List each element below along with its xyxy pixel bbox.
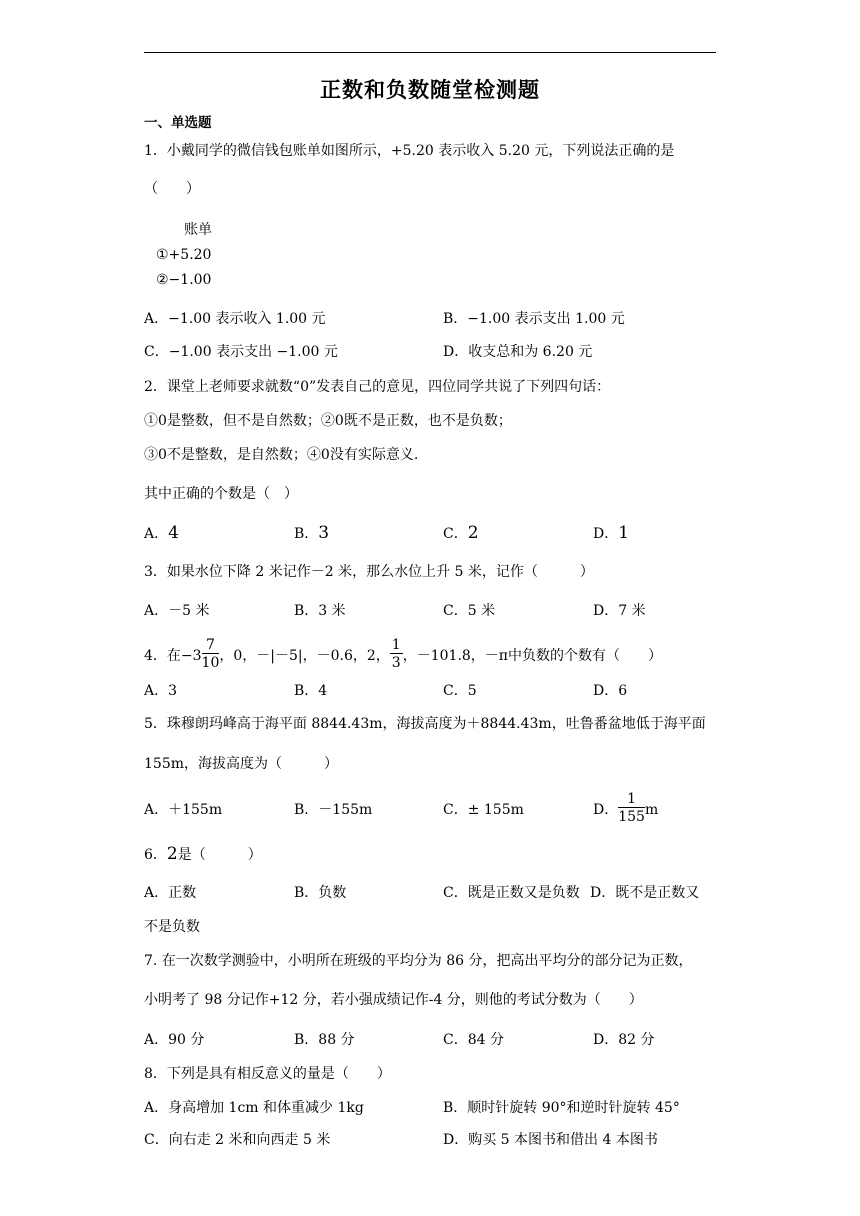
- q5-option-b[interactable]: B．－155m: [294, 802, 373, 818]
- q2-option-c[interactable]: [443, 524, 479, 543]
- q2-statement-3-4: ③0不是整数，是自然数；④0没有实际意义.: [144, 447, 419, 463]
- fraction-denominator: 3: [391, 654, 401, 671]
- q4-middle: ，0，－|－5|，－0.6，2，: [219, 648, 390, 664]
- q4-stem: [144, 636, 662, 676]
- q1-option-b[interactable]: B．−1.00 表示支出 1.00 元: [443, 311, 625, 327]
- q2-stem: 2．课堂上老师要求就数“0”发表自己的意见，四位同学共说了下列四句话：: [144, 379, 611, 395]
- q1-option-a[interactable]: A．−1.00 表示收入 1.00 元: [144, 311, 326, 327]
- q8-stem: 8．下列是具有相反意义的量是（ ）: [144, 1066, 391, 1082]
- option-value: 3: [318, 523, 330, 543]
- q7-option-d[interactable]: D．82 分: [593, 1032, 655, 1048]
- q7-option-a[interactable]: A．90 分: [144, 1032, 205, 1048]
- q1-stem: 1．小戴同学的微信钱包账单如图所示，+5.20 表示收入 5.20 元，下列说法正确的是: [144, 143, 675, 159]
- q6-value: 2: [166, 844, 178, 864]
- q3-stem: 3．如果水位下降 2 米记作－2 米，那么水位上升 5 米，记作（ ）: [144, 564, 594, 580]
- q4-option-d[interactable]: D．6: [593, 683, 628, 699]
- q4-suffix: ，－101.8，－π中负数的个数有（ ）: [402, 648, 662, 664]
- q7-option-b[interactable]: B．88 分: [294, 1032, 355, 1048]
- q6-stem: [144, 845, 262, 864]
- q3-option-c[interactable]: C．5 米: [443, 603, 496, 619]
- fraction-denominator: 10: [201, 654, 220, 671]
- option-value: 2: [467, 523, 479, 543]
- q2-statement-1-2: ①0是整数，但不是自然数；②0既不是正数，也不是负数；: [144, 413, 512, 429]
- q3-option-d[interactable]: D．7 米: [593, 603, 646, 619]
- q6-number: 6．: [144, 847, 167, 863]
- section-heading: 一、单选题: [144, 115, 212, 131]
- option-letter: D．: [593, 802, 619, 818]
- q6-option-c[interactable]: C．既是正数又是负数: [443, 885, 580, 901]
- q6-option-b[interactable]: B．负数: [294, 885, 347, 901]
- option-unit: m: [644, 802, 659, 818]
- q2-option-a[interactable]: [144, 524, 179, 543]
- q6-option-a[interactable]: A．正数: [144, 885, 197, 901]
- option-value: 1: [618, 523, 630, 543]
- q1-bill-item-1: ①+5.20: [156, 247, 212, 263]
- q4-fraction-1: [202, 637, 220, 672]
- q4-fraction-2: [390, 637, 403, 672]
- fraction-numerator: 1: [618, 791, 645, 808]
- q6-option-d[interactable]: D．既不是正数又: [590, 885, 700, 901]
- q2-option-b[interactable]: [294, 524, 329, 543]
- q5-stem-cont: 155m，海拔高度为（ ）: [144, 756, 338, 772]
- option-letter: C．: [443, 526, 468, 542]
- q3-option-a[interactable]: A．－5 米: [144, 603, 210, 619]
- q4-option-c[interactable]: C．5: [443, 683, 477, 699]
- q5-option-d-fraction: [618, 791, 645, 826]
- q3-option-b[interactable]: B．3 米: [294, 603, 346, 619]
- q5-option-d[interactable]: [593, 790, 658, 830]
- option-letter: D．: [593, 526, 619, 542]
- q1-bill-item-2: ②−1.00: [156, 272, 212, 288]
- page-title: 正数和负数随堂检测题: [320, 78, 540, 102]
- option-letter: A．: [144, 526, 169, 542]
- q1-stem-paren: （ ）: [144, 181, 200, 197]
- fraction-numerator: 7: [202, 637, 220, 654]
- q8-option-c[interactable]: C．向右走 2 米和向西走 5 米: [144, 1132, 331, 1148]
- q6-option-d-cont: 不是负数: [144, 919, 200, 935]
- q4-option-b[interactable]: B．4: [294, 683, 328, 699]
- q6-tail: 是（ ）: [177, 847, 262, 863]
- q7-option-c[interactable]: C．84 分: [443, 1032, 504, 1048]
- q1-option-d[interactable]: D．收支总和为 6.20 元: [443, 344, 593, 360]
- q2-question: 其中正确的个数是（ ）: [144, 486, 298, 502]
- q5-option-c[interactable]: C．± 155m: [443, 802, 524, 818]
- option-letter: B．: [294, 526, 319, 542]
- fraction-numerator: 1: [391, 636, 401, 653]
- q7-stem: 7. 在一次数学测验中，小明所在班级的平均分为 86 分，把高出平均分的部分记为正数，: [144, 953, 693, 969]
- q1-option-c[interactable]: C．−1.00 表示支出 −1.00 元: [144, 344, 338, 360]
- q8-option-b[interactable]: B．顺时针旋转 90°和逆时针旋转 45°: [443, 1100, 680, 1116]
- q5-option-a[interactable]: A．＋155m: [144, 802, 223, 818]
- q1-bill-title: 账单: [184, 222, 212, 238]
- q4-option-a[interactable]: A．3: [144, 683, 178, 699]
- q7-stem-cont: 小明考了 98 分记作+12 分，若小强成绩记作-4 分，则他的考试分数为（ ）: [144, 992, 643, 1008]
- q8-option-d[interactable]: D．购买 5 本图书和借出 4 本图书: [443, 1132, 658, 1148]
- q5-stem: 5．珠穆朗玛峰高于海平面 8844.43m，海拔高度为＋8844.43m，吐鲁番盆地低于海平面: [144, 716, 706, 732]
- fraction-denominator: 155: [618, 808, 645, 825]
- header-rule: [144, 52, 716, 53]
- q2-option-d[interactable]: [593, 524, 629, 543]
- option-value: 4: [168, 523, 179, 543]
- q8-option-a[interactable]: A．身高增加 1cm 和体重减少 1kg: [144, 1100, 364, 1116]
- q4-prefix: 4．在−3: [144, 648, 202, 664]
